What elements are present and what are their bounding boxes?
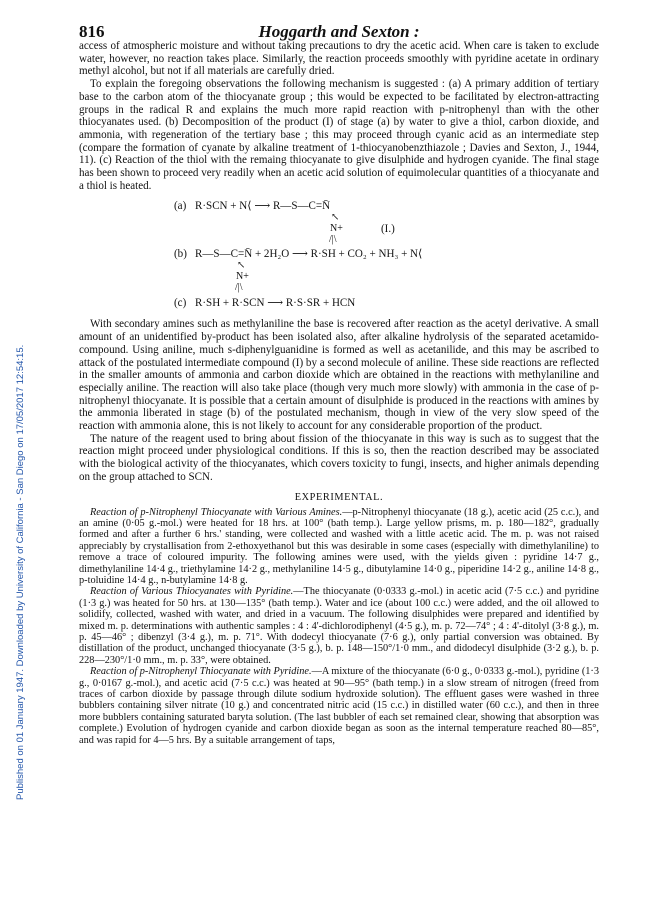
coordination-arrow: ↖ — [237, 260, 246, 272]
paragraph: With secondary amines such as methylaniline the base is recovered after reaction as the acetyl derivative. A small amount of an unidentified by-product has been isolated also, after alkaline hydrolysis of the separated acetamido-compound. Using aniline, much s-diphenylguanidine is formed as well as acetanilide, and this may be ascribed to attack of the postulated intermediate compound (I) by a second molecule of aniline. These side reactions are reflected in the smaller amounts of ammonia and carbon dioxide which are obtained in the reactions with methylaniline and especially aniline. The reaction will also take place (though very much more slowly) with ammonia in the case of p-nitrophenyl thiocyanate. It is possible that a certain amount of disulphide is produced in the reactions with amines by the ammonia liberated in stage (b) of the postulated mechanism, though in view of the very slow speed of the reaction with ammonia alone, this is not likely to account for any considerable proportion of the product. — [79, 318, 599, 433]
experimental-title: Reaction of Various Thiocyanates with Pyridine. — [90, 586, 294, 598]
scheme-equation-b: R—S—C=N̄ + 2H₂O ⟶ R·SH + CO₂ + NH₃ + N⟨ — [195, 248, 423, 261]
compound-number: (I.) — [381, 223, 395, 236]
download-notice-text[interactable]: Published on 01 January 1947. Downloaded by University of California - San Diego on 17/05/2017 12:54:15. — [15, 344, 26, 800]
paragraph: To explain the foregoing observations the following mechanism is suggested : (a) A primary addition of tertiary base to the carbon atom of the thiocyanate group ; this would be expected to be facilitated by electron-attracting groups in the radical R and explains the much more rapid reaction with p-nitrophenyl than with the other thiocyanates used. (b) Decomposition of the product (I) of stage (a) by water to give a thiol, carbon dioxide, and ammonia, with regeneration of the tertiary base ; this may proceed through cyanic acid as an intermediate step (compare the formation of cyanate by alkaline treatment of 1-thiocyanobenzthiazole ; Davies and Sexton, J., 1944, 11). (c) Reaction of the thiol with the remaing thiocyanate to give disulphide and hydrogen cyanide. The final stage has been shown to proceed very readily when an acetic acid solution of equimolecular quantities of a thiocyanate and a thiol is heated. — [79, 78, 599, 192]
scheme-label-c: (c) — [174, 297, 187, 310]
download-notice — [3, 80, 26, 800]
experimental-paragraph — [79, 666, 599, 746]
experimental-section — [79, 507, 599, 747]
scheme-equation-a: R·SCN + N⟨ ⟶ R—S—C=N̄ — [195, 200, 331, 213]
experimental-text: —p-Nitrophenyl thiocyanate (18 g.), acetic acid (25 c.c.), and an amine (0·05 g.-mol.) were heated for 18 hrs. at 100° (bath temp.). Large yellow prisms, m. p. 180—182°, gradually formed and after a further 6 hrs.' standing, were collected and washed with a little acetic acid. The m. p. was not raised appreciably by crystallisation from 2-ethoxyethanol but this was desirable in some cases (especially with dimethylaniline) to remove a trace of coloured impurity. The following amines were used, with the yields given : pyridine 14·7 g., dimethylaniline 14·4 g., triethylamine 14·2 g., methylaniline 14·5 g., dibutylamine 14·0 g., piperidine 14·2 g., aniline 14·8 g., p-toluidine 14·4 g., n-butylamine 14·8 g. — [79, 506, 599, 587]
section-heading: EXPERIMENTAL. — [294, 491, 384, 503]
page-number: 816 — [79, 22, 105, 41]
experimental-paragraph — [79, 507, 599, 587]
scheme-equation-c: R·SH + R·SCN ⟶ R·S·SR + HCN — [195, 297, 356, 310]
paragraph: The nature of the reagent used to bring about fission of the thiocyanate in this way is such as to suggest that the reaction might proceed under physiological conditions. If this is so, then the reaction described may be associated with the biological activity of the thiocyanates, which covers toxicity to fungi, insects, and higher animals depending on the group attached to SCN. — [79, 432, 599, 483]
n-plus-label: N+ — [330, 223, 343, 235]
experimental-title: Reaction of p-Nitrophenyl Thiocyanate with Pyridine. — [90, 666, 312, 678]
page-header — [79, 10, 599, 40]
experimental-title: Reaction of p-Nitrophenyl Thiocyanate with Various Amines. — [90, 506, 343, 518]
page — [79, 10, 599, 746]
experimental-text: —The thiocyanate (0·0333 g.-mol.) in acetic acid (7·5 c.c.) and pyridine (1·3 g.) was heated for 50 hrs. at 130—135° (bath temp.). Water and ice (about 100 c.c.) were added, and the oil allowed to solidify, collected, washed with water, and dried in a vacuum. The following disulphides were prepared and identified by mixed m. p. determinations with authentic samples : 4 : 4'-dichlorodiphenyl (4·5 g.), m. p. 72—74° ; 4 : 4'-ditolyl (3·8 g.), m. p. 45—46° ; dibenzyl (3·4 g.), m. p. 71°. With dodecyl thiocyanate (7·6 g.), only partial conversion was obtained. By distillation of the product, unchanged thiocyanate (3·5 g.), b. p. 148—150°/1·0 mm., and didodecyl disulphide (3·2 g.), b. p. 228—230°/1·0 mm., m. p. 33°, were obtained. — [79, 586, 599, 666]
running-title: Hoggarth and Sexton : — [258, 22, 420, 41]
base-residue: /|\ — [235, 282, 243, 294]
base-residue: /|\ — [329, 234, 337, 246]
scheme-label-a: (a) — [174, 200, 187, 213]
experimental-paragraph — [79, 586, 599, 666]
scheme-label-b: (b) — [174, 248, 187, 261]
coordination-arrow: ↖ — [331, 212, 340, 224]
paragraph: access of atmospheric moisture and without taking precautions to dry the acetic acid. When care is taken to exclude water, however, no reaction takes place. Similarly, the reaction proceeds smoothly with pyridine acetate in ordinary methyl alcohol, but not if all materials are carefully dried. — [79, 40, 599, 78]
n-plus-label: N+ — [236, 271, 249, 283]
experimental-text: —A mixture of the thiocyanate (6·0 g., 0·0333 g.-mol.), pyridine (1·3 g., 0·0167 g.-mol.), and acetic acid (7·5 c.c.) was heated at 90—95° (bath temp.) in a slow stream of nitrogen (freed from traces of carbon dioxide by passage through dilute sodium hydroxide solution). The effluent gases were washed in three bubblers containing silver nitrate (10 g.) and concentrated nitric acid (15 c.c.) in distilled water (60 c.c.), and then in three more bubblers containing saturated baryta solution. (The last bubbler of each set remained clear, showing that absorption was complete.) Evolution of hydrogen cyanide and carbon dioxide began as soon as the internal temperature reached 80—85°, and was rapid for 4—5 hrs. By a suitable arrangement of taps, — [79, 666, 599, 746]
reaction-scheme — [79, 196, 599, 314]
